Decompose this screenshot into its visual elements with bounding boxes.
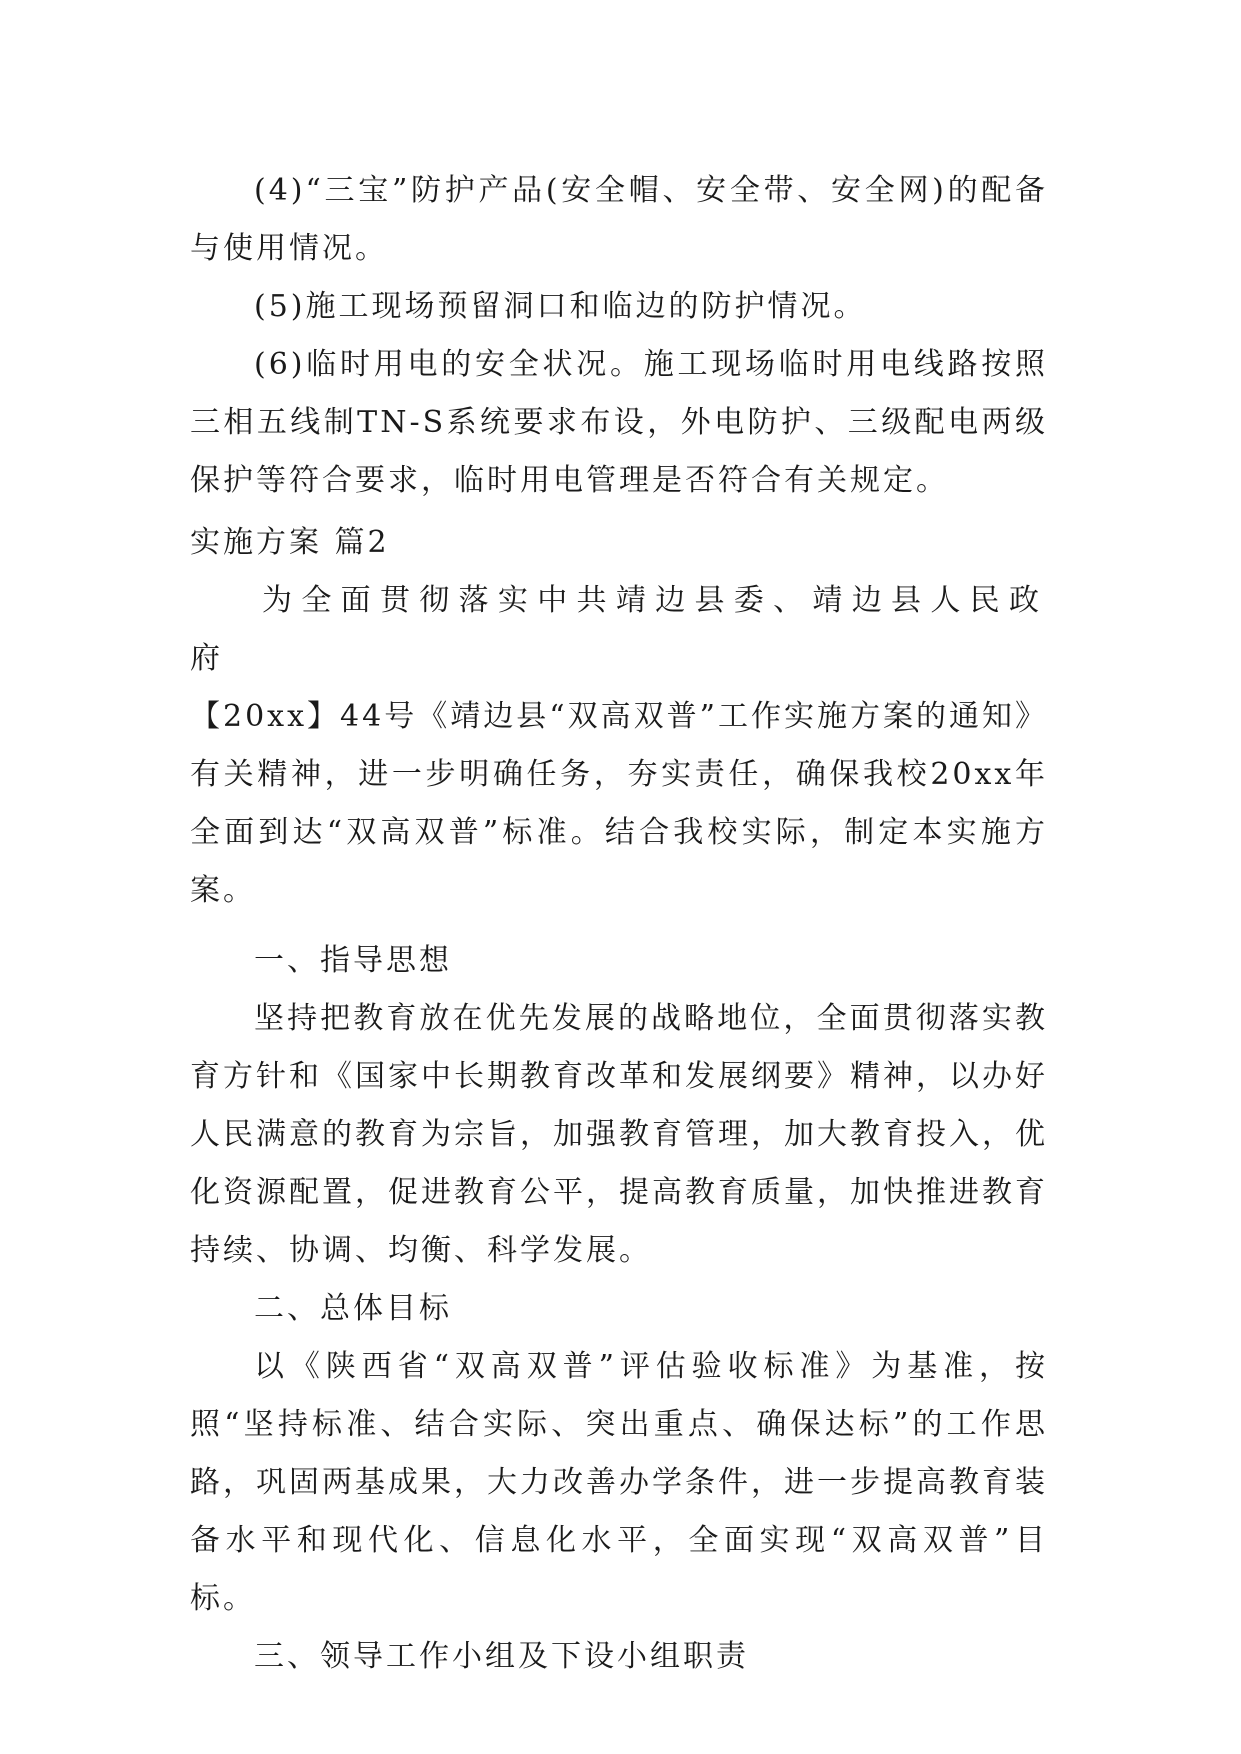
paragraph-guiding-ideology: 坚持把教育放在优先发展的战略地位，全面贯彻落实教育方针和《国家中长期教育改革和发展纲要》精神，以办好人民满意的教育为宗旨，加强教育管理，加大教育投入，优化资源配置，促进教育公平，提高教育质量，加快推进教育持续、协调、均衡、科学发展。 xyxy=(190,1001,1048,1268)
paragraph-overall-goal: 以《陕西省“双高双普”评估验收标准》为基准，按照“坚持标准、结合实际、突出重点、确保达标”的工作思路，巩固两基成果，大力改善办学条件，进一步提高教育装备水平和现代化、信息化水平，全面实现“双高双普”目标。 xyxy=(190,1349,1048,1616)
heading-leadership-group: 三、领导工作小组及下设小组职责 xyxy=(254,1639,749,1674)
paragraph-item-6: (6)临时用电的安全状况。施工现场临时用电线路按照三相五线制TN-S系统要求布设，外电防护、三级配电两级保护等符合要求，临时用电管理是否符合有关规定。 xyxy=(190,347,1048,498)
paragraph-item-4: (4)“三宝”防护产品(安全帽、安全带、安全网)的配备与使用情况。 xyxy=(190,173,1048,266)
intro-first-line: 为全面贯彻落实中共靖边县委、靖边县人民政府 xyxy=(190,583,1048,676)
document-body xyxy=(190,162,1048,1686)
paragraph-item-5: (5)施工现场预留洞口和临边的防护情况。 xyxy=(254,289,867,324)
intro-paragraph: 【20xx】44号《靖边县“双高双普”工作实施方案的通知》有关精神，进一步明确任务，夯实责任，确保我校20xx年全面到达“双高双普”标准。结合我校实际，制定本实施方案。 xyxy=(190,699,1048,908)
heading-overall-goal: 二、总体目标 xyxy=(254,1291,452,1326)
section-title: 实施方案 篇2 xyxy=(190,525,390,560)
heading-guiding-ideology: 一、指导思想 xyxy=(254,943,452,978)
